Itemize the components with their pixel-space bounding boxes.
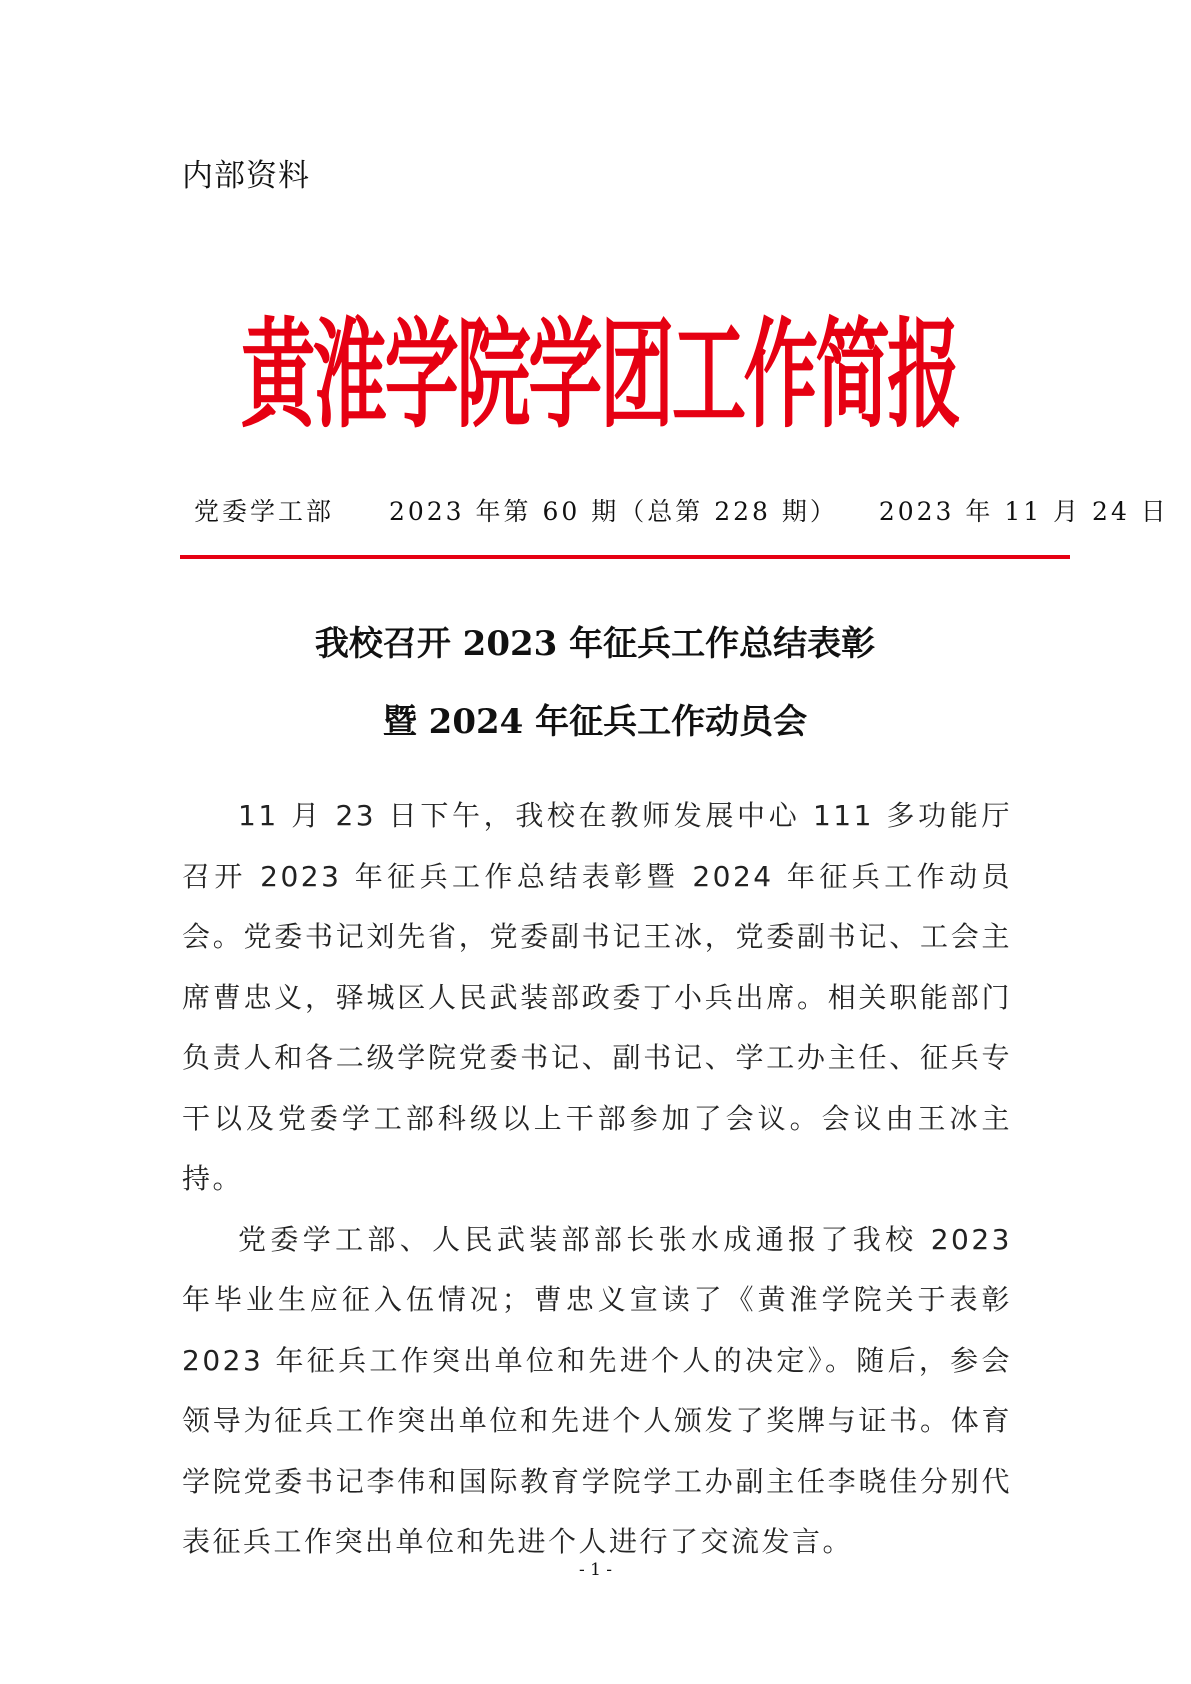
red-divider-line — [180, 555, 1070, 559]
article-paragraph-1: 11 月 23 日下午，我校在教师发展中心 111 多功能厅召开 2023 年征兵工作总结表彰暨 2024 年征兵工作动员会。党委书记刘先省，党委副书记王冰，党委副书记、工会主席曹忠义，驿城区人民武装部政委丁小兵出席。相关职能部门负责人和各二级学院党委书记、副书记、学工办主任、征兵专干以及党委学工部科级以上干部参加了会议。会议由王冰主持。 — [182, 799, 1012, 1195]
page-number: - 1 - — [578, 1560, 613, 1580]
masthead — [240, 300, 960, 444]
article-title-line-1: 我校召开 2023 年征兵工作总结表彰 — [314, 624, 876, 664]
issue-date: 2023 年 11 月 24 日 — [878, 497, 1169, 526]
department-name: 党委学工部 — [194, 497, 335, 526]
article-body — [182, 786, 1012, 1573]
issue-info-line — [194, 492, 1169, 528]
masthead-title: 黄淮学院学团工作简报 — [240, 305, 960, 444]
article-paragraph-2: 党委学工部、人民武装部部长张水成通报了我校 2023 年毕业生应征入伍情况；曹忠义宣读了《黄淮学院关于表彰 2023 年征兵工作突出单位和先进个人的决定》。随后，参会领导为征兵工作突出单位和先进个人颁发了奖牌与证书。体育学院党委书记李伟和国际教育学院学工办副主任李晓佳分别代表征兵工作突出单位和先进个人进行了交流发言。 — [182, 1222, 1012, 1558]
issue-number: 2023 年第 60 期（总第 228 期） — [388, 497, 838, 526]
internal-material-label: 内部资料 — [182, 158, 310, 194]
article-title-line-2: 暨 2024 年征兵工作动员会 — [382, 702, 808, 742]
